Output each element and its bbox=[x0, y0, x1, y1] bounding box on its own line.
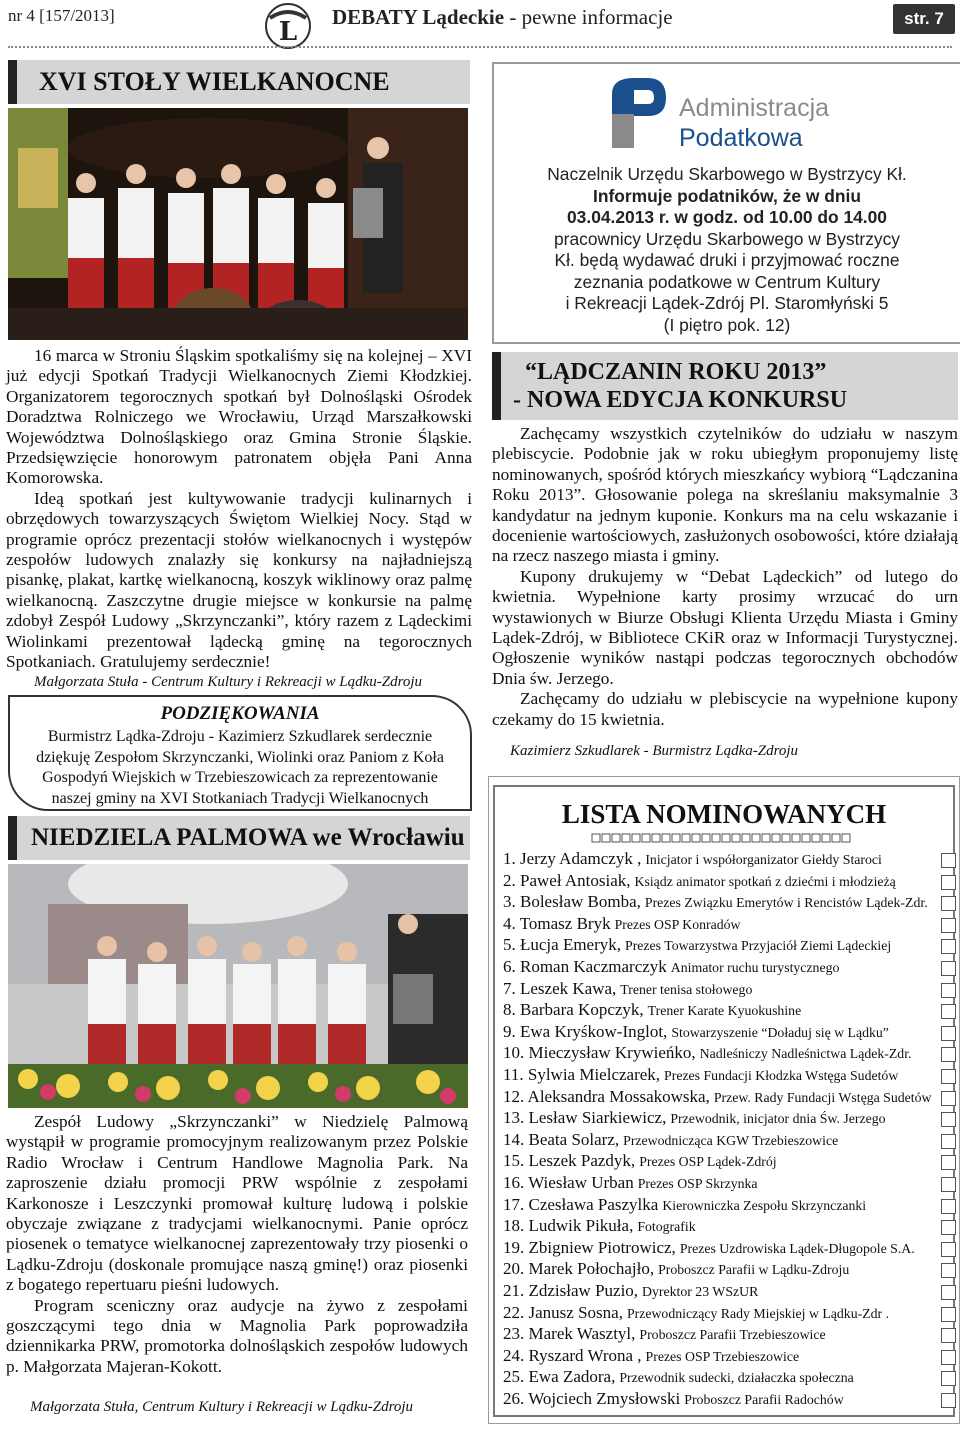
nominee-item bbox=[503, 892, 960, 913]
nominee-item bbox=[503, 1346, 960, 1367]
nominee-description: Prezes OSP Lądek-Zdrój bbox=[639, 1154, 777, 1170]
newspaper-title-rest: - pewne informacje bbox=[504, 5, 673, 29]
contest-byline: Kazimierz Szkudlarek - Burmistrz Lądka-Zdroju bbox=[510, 743, 799, 759]
nominee-item bbox=[503, 1303, 960, 1324]
nominee-description: Przewodnik, inicjator dnia Św. Jerzego bbox=[670, 1111, 886, 1127]
nominee-item bbox=[503, 1281, 960, 1302]
vote-checkbox[interactable] bbox=[941, 1350, 956, 1365]
nominee-name: 25. Ewa Zadora, bbox=[503, 1367, 616, 1387]
nominee-name: 14. Beata Solarz, bbox=[503, 1129, 620, 1149]
palm-heading-text: NIEDZIELA PALMOWA we Wrocławiu bbox=[31, 824, 465, 851]
easter-paragraph: Ideą spotkań jest kultywowanie tradycji kulinarnych i obrzędowych towarzyszących Świętom Wielkiej Nocy. Stąd w programie oprócz prezentacji stołów wielkanocnych i występów zespołów ludowych znalazły się konkursy na najładniejszą pisankę, plakat, kartkę wielkanocną, koszyk wiklinowy oraz palmę wielkanocną. Zaszczytne drugie miejsce w konkursie na palmę zdobył Zespół Ludowy „Skrzynczanki”, który razem z Lądeckimi Wiolinkami prezentował lądecką gminę na tegorocznych Spotkaniach. Gratulujemy serdecznie! bbox=[6, 488, 472, 672]
nominee-description: Prezes Związku Emerytów i Rencistów Lądek-Zdr. bbox=[644, 895, 928, 911]
newspaper-title bbox=[332, 5, 673, 30]
nominee-description: Animator ruchu turystycznego bbox=[670, 960, 840, 975]
issue-number: nr 4 [157/2013] bbox=[8, 6, 115, 25]
nominee-description: Dyrektor 23 WSzUR bbox=[642, 1284, 759, 1299]
nominee-name: 2. Paweł Antosiak, bbox=[503, 870, 631, 890]
nominee-name: 1. Jerzy Adamczyk , bbox=[503, 849, 642, 868]
palm-article-body bbox=[6, 1112, 468, 1377]
nominee-name: 5. Łucja Emeryk, bbox=[503, 935, 622, 955]
nominee-description: Kierowniczka Zespołu Skrzynczanki bbox=[662, 1197, 867, 1213]
nominee-description: Prezes OSP Konradów bbox=[614, 916, 741, 932]
palm-byline: Małgorzata Stuła, Centrum Kultury i Rekreacji w Lądku-Zdroju bbox=[30, 1399, 414, 1415]
vote-checkbox[interactable] bbox=[941, 1371, 956, 1386]
nominee-name: 10. Mieczysław Krywieńko, bbox=[503, 1043, 696, 1063]
nominee-name: 17. Czesława Paszylka bbox=[503, 1194, 659, 1214]
tax-line: Kł. będą wydawać druki i przyjmować roczne bbox=[554, 250, 900, 270]
nominee-item bbox=[503, 1108, 960, 1129]
vote-checkbox[interactable] bbox=[941, 1004, 956, 1019]
vote-checkbox[interactable] bbox=[941, 1199, 956, 1214]
nominee-item bbox=[503, 1065, 960, 1086]
vote-checkbox[interactable] bbox=[941, 918, 956, 933]
nominee-name: 24. Ryszard Wrona , bbox=[503, 1345, 642, 1365]
tax-line: zeznania podatkowe w Centrum Kultury bbox=[573, 271, 881, 292]
nominee-item bbox=[503, 1022, 960, 1043]
nominee-item bbox=[503, 871, 960, 892]
nominees-coupon bbox=[488, 776, 960, 1424]
contest-paragraph: Kupony drukujemy w “Debat Lądeckich” od lutego do kwietnia. Wypełnione karty prosimy wrzucać do urn wystawionych w Biurze Obsługi Klienta Urzędu Miasta i Gminy Lądek-Zdrój, w Bibliotece CKiR oraz w Informacji Turystycznej. Ogłoszenie wyników nastąpi podczas tegorocznych obchodów Dnia św. Jerzego. bbox=[492, 566, 958, 688]
nominee-description: Prezes OSP Skrzynka bbox=[637, 1176, 758, 1191]
tax-logo-line1: Administracja bbox=[679, 94, 830, 122]
vote-checkbox[interactable] bbox=[941, 1047, 956, 1062]
vote-checkbox[interactable] bbox=[941, 1263, 956, 1278]
nominee-description: Przewodnik sudecki, działaczka społeczna bbox=[619, 1370, 854, 1386]
nominee-name: 19. Zbigniew Piotrowicz, bbox=[503, 1237, 676, 1257]
nominee-description: Prezes Towarzystwa Przyjaciół Ziemi Lądeckiej bbox=[625, 938, 892, 954]
nominee-description: Nadleśniczy Nadleśnictwa Lądek-Zdr. bbox=[699, 1046, 912, 1062]
vote-checkbox[interactable] bbox=[941, 1091, 956, 1106]
nominee-item bbox=[503, 1173, 960, 1194]
newspaper-title-bold: DEBATY Lądeckie bbox=[332, 5, 505, 29]
palm-heading bbox=[8, 816, 470, 860]
vote-checkbox[interactable] bbox=[941, 875, 956, 890]
contest-paragraph: Zachęcamy do udziału w plebiscycie na wypełnione kupony czekamy do 15 kwietnia. bbox=[492, 689, 958, 729]
page-number-badge: str. 7 bbox=[893, 4, 955, 34]
contest-heading-line2: - NOWA EDYCJA KONKURSU bbox=[513, 387, 848, 413]
nominee-description: Proboszcz Parafii Radochów bbox=[684, 1392, 844, 1407]
nominee-name: 21. Zdzisław Puzio, bbox=[503, 1281, 639, 1300]
contest-heading-line1: “LĄDCZANIN ROKU 2013” bbox=[525, 359, 827, 385]
nominee-item bbox=[503, 1389, 960, 1410]
vote-checkbox[interactable] bbox=[941, 1134, 956, 1149]
easter-paragraph: 16 marca w Stroniu Śląskim spotkaliśmy się na kolejnej – XVI już edycji Spotkań Tradycji Wielkanocnych Ziemi Kłodzkiej. Organizatorem tegorocznych spotkań był Dolnośląski Ośrodek Doradztwa Rolniczego we Wrocławiu, Urząd Marszałkowski Województwa Dolnośląskiego oraz Gmina Stronie Śląskie. Przedsięwzięcie honorowym patronatem objęła Pani Anna Komorowska. bbox=[6, 346, 472, 488]
nominee-description: Przew. Rady Fundacji Wstęga Sudetów bbox=[713, 1089, 932, 1105]
tax-line: i Rekreacji Lądek-Zdrój Pl. Staromłyński 5 bbox=[565, 293, 889, 313]
nominee-name: 6. Roman Kaczmarczyk bbox=[503, 957, 667, 976]
vote-checkbox[interactable] bbox=[941, 1177, 956, 1192]
tax-notice-text bbox=[494, 164, 960, 336]
page-header bbox=[0, 0, 960, 47]
contest-article-body bbox=[492, 424, 958, 730]
tax-administration-logo-icon bbox=[604, 74, 674, 154]
tax-line: Informuje podatników, że w dniu bbox=[593, 185, 861, 206]
vote-checkbox[interactable] bbox=[941, 961, 956, 976]
nominee-name: 22. Janusz Sosna, bbox=[503, 1302, 623, 1322]
nominee-name: 16. Wiesław Urban bbox=[503, 1173, 634, 1192]
nominee-description: Inicjator i współorganizator Giełdy Staroci bbox=[645, 852, 882, 867]
nominee-name: 11. Sylwia Mielczarek, bbox=[503, 1065, 661, 1084]
nominee-name: 20. Marek Połochajło, bbox=[503, 1259, 655, 1279]
vote-checkbox[interactable] bbox=[941, 1328, 956, 1343]
nominee-item bbox=[503, 1259, 960, 1280]
vote-checkbox[interactable] bbox=[941, 896, 956, 911]
nominees-coupon-inner bbox=[493, 785, 955, 1417]
title-decoration bbox=[591, 833, 851, 843]
tax-line: 03.04.2013 r. w godz. od 10.00 do 14.00 bbox=[567, 207, 887, 227]
nominee-item bbox=[503, 1000, 960, 1021]
nominee-description: Trener tenisa stołowego bbox=[620, 981, 753, 997]
vote-checkbox[interactable] bbox=[941, 1393, 956, 1408]
easter-heading-text: XVI STOŁY WIELKANOCNE bbox=[39, 67, 390, 96]
heading-marker bbox=[8, 60, 17, 104]
nominee-item bbox=[503, 1151, 960, 1172]
nominee-description: Prezes Uzdrowiska Lądek-Długopole S.A. bbox=[679, 1240, 915, 1256]
contest-paragraph: Zachęcamy wszystkich czytelników do udziału w naszym plebiscycie. Podobnie jak w roku ubiegłym proponujemy listę nominowanych, spośród których mieszkańcy wybiorą “Lądczanina Roku 2013”. Głosowanie polega na skreślaniu maksymalnie 3 kandydatur na jednym kuponie. Konkurs ma na celu wskazanie i docenienie wartościowych, zasłużonych osobowości, które działają na rzecz naszego miasta i gminy. bbox=[492, 424, 958, 566]
nominee-item bbox=[503, 849, 960, 870]
nominee-item bbox=[503, 1195, 960, 1216]
nominee-name: 18. Ludwik Pikuła, bbox=[503, 1216, 634, 1236]
thanks-box bbox=[8, 695, 472, 811]
nominee-description: Stowarzyszenie “Doładuj się w Lądku” bbox=[671, 1024, 889, 1040]
easter-heading bbox=[8, 60, 470, 104]
thanks-body: Burmistrz Lądka-Zdroju - Kazimierz Szkudlarek serdecznie dziękuję Zespołom Skrzynczanki, Wiolinki oraz Paniom z Koła Gospodyń Wiejskich w Trzebieszowicach za reprezentowanie naszej gminy na XVI Stotkaniach Tradycji Wielkanocnych bbox=[36, 728, 444, 807]
nominee-description: Prezes OSP Trzebieszowice bbox=[645, 1348, 800, 1364]
vote-checkbox[interactable] bbox=[941, 1220, 956, 1235]
nominee-name: 9. Ewa Kryśkow-Inglot, bbox=[503, 1021, 668, 1041]
nominee-item bbox=[503, 1367, 960, 1388]
contest-heading bbox=[492, 352, 958, 420]
nominee-name: 26. Wojciech Zmysłowski bbox=[503, 1389, 681, 1408]
vote-checkbox[interactable] bbox=[941, 1242, 956, 1257]
header-divider bbox=[8, 46, 952, 48]
logo-letter: L bbox=[278, 17, 298, 47]
nominee-item bbox=[503, 979, 960, 1000]
newspaper-logo-icon bbox=[264, 2, 312, 50]
vote-checkbox[interactable] bbox=[941, 853, 956, 868]
palm-paragraph: Program sceniczny oraz audycje na żywo z zespołami goszczącymi tego dnia w Magnolia Park poprowadziła dziennikarka PRW, promotorka dolnośląskich zespołów ludowych p. Małgorzata Majeran-Kokott. bbox=[6, 1295, 468, 1376]
heading-marker bbox=[492, 352, 501, 420]
tax-office-notice bbox=[492, 62, 960, 344]
palm-paragraph: Zespół Ludowy „Skrzynczanki” w Niedzielę Palmową wystąpił w programie promocyjnym realizowanym przez Polskie Radio Wrocław i Centrum Handlowe Magnolia Park. Na zaproszenie działu promocji PRW wspólnie z zespołami Karkonosze i Leszczynki promował kulturę ludową i polskie obyczaje związane z tradycjami wielkanocnymi. Panie oprócz piosenek o tematyce wielkanocnej zaprezentowały trzy piosenki o Lądku-Zdroju (doskonale promujące naszą gminę!) oraz piosenki z bogatego repertuaru pieśni ludowych. bbox=[6, 1112, 468, 1295]
thanks-title: PODZIĘKOWANIA bbox=[160, 703, 320, 724]
nominee-item bbox=[503, 1216, 960, 1237]
nominee-name: 15. Leszek Pazdyk, bbox=[503, 1151, 636, 1171]
nominee-item bbox=[503, 1043, 960, 1064]
vote-checkbox[interactable] bbox=[941, 1307, 956, 1322]
vote-checkbox[interactable] bbox=[941, 1285, 956, 1300]
nominee-name: 3. Bolesław Bomba, bbox=[503, 892, 641, 912]
nominee-description: Ksiądz animator spotkań z dziećmi i młodzieżą bbox=[634, 873, 896, 889]
nominee-description: Fotografik bbox=[637, 1219, 696, 1235]
vote-checkbox[interactable] bbox=[941, 983, 956, 998]
nominee-item bbox=[503, 935, 960, 956]
nominee-description: Proboszcz Parafii Trzebieszowice bbox=[639, 1327, 826, 1343]
nominee-item bbox=[503, 914, 960, 935]
heading-marker bbox=[8, 816, 17, 860]
vote-checkbox[interactable] bbox=[941, 1026, 956, 1041]
nominee-name: 7. Leszek Kawa, bbox=[503, 978, 617, 998]
tax-line: pracownicy Urzędu Skarbowego w Bystrzycy bbox=[553, 228, 900, 249]
nominee-description: Trener Karate Kyuokushine bbox=[647, 1003, 802, 1019]
nominee-name: 12. Aleksandra Mossakowska, bbox=[503, 1086, 710, 1106]
nominee-description: Przewodnicząca KGW Trzebieszowice bbox=[623, 1132, 839, 1148]
nominee-description: Przewodniczący Rady Miejskiej w Lądku-Zdr . bbox=[626, 1305, 890, 1321]
nominee-name: 23. Marek Wasztyl, bbox=[503, 1324, 636, 1344]
nominee-description: Prezes Fundacji Kłodzka Wstęga Sudetów bbox=[664, 1068, 899, 1083]
tax-line: Naczelnik Urzędu Skarbowego w Bystrzycy Kł. bbox=[547, 164, 907, 184]
easter-article-body bbox=[6, 346, 472, 673]
contest-heading-text bbox=[513, 358, 847, 414]
nominee-item bbox=[503, 957, 960, 978]
tax-line: (I piętro pok. 12) bbox=[663, 314, 791, 335]
nominees-title: LISTA NOMINOWANYCH bbox=[561, 799, 887, 829]
nominee-item bbox=[503, 1238, 960, 1259]
nominee-name: 4. Tomasz Bryk bbox=[503, 913, 611, 933]
vote-checkbox[interactable] bbox=[941, 1112, 956, 1127]
tax-logo-line2: Podatkowa bbox=[679, 124, 803, 152]
nominee-item bbox=[503, 1130, 960, 1151]
vote-checkbox[interactable] bbox=[941, 1069, 956, 1084]
easter-event-photo bbox=[8, 108, 468, 340]
nominee-name: 13. Lesław Siarkiewicz, bbox=[503, 1108, 667, 1128]
palm-sunday-photo bbox=[8, 864, 468, 1108]
vote-checkbox[interactable] bbox=[941, 939, 956, 954]
easter-byline: Małgorzata Stuła - Centrum Kultury i Rekreacji w Lądku-Zdroju bbox=[34, 674, 423, 690]
nominee-item bbox=[503, 1087, 960, 1108]
nominee-item bbox=[503, 1324, 960, 1345]
nominee-name: 8. Barbara Kopczyk, bbox=[503, 1000, 644, 1020]
nominee-description: Proboszcz Parafii w Lądku-Zdroju bbox=[658, 1262, 850, 1278]
vote-checkbox[interactable] bbox=[941, 1155, 956, 1170]
